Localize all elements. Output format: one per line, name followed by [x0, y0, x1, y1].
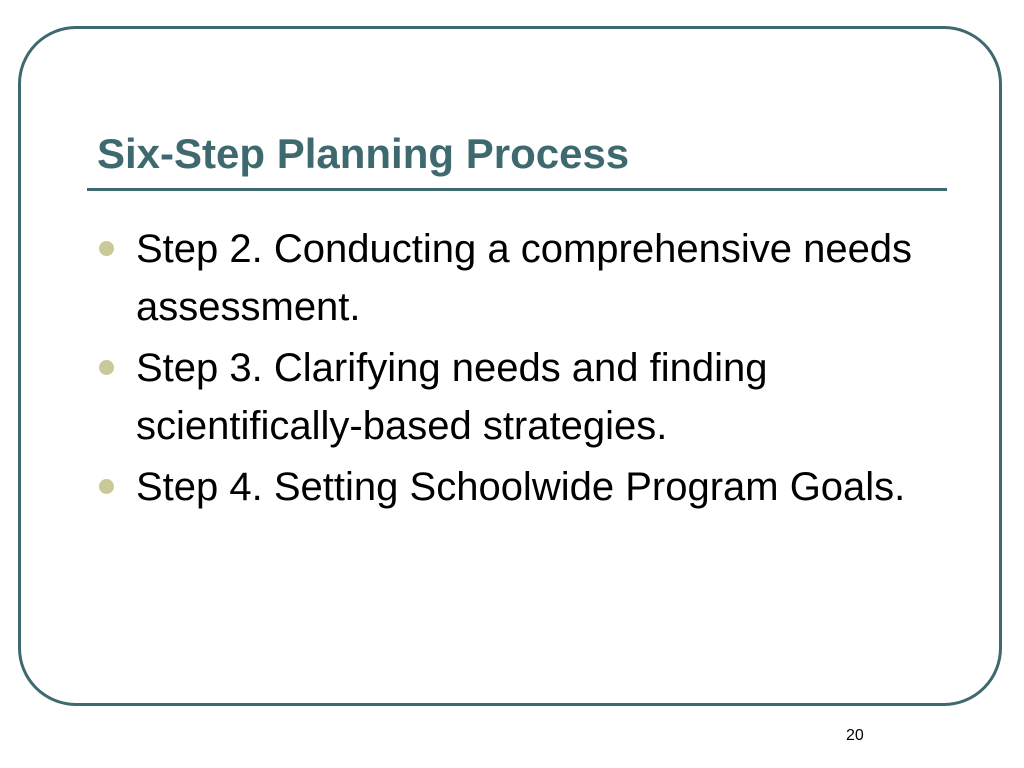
bullet-dot-icon: [99, 360, 114, 375]
bullet-dot-icon: [99, 241, 114, 256]
bullet-text: Step 3. Clarifying needs and finding scientifically-based strategies.: [136, 346, 768, 448]
bullet-dot-icon: [99, 479, 114, 494]
bullet-text: Step 4. Setting Schoolwide Program Goals.: [136, 465, 906, 509]
bullet-text: Step 2. Conducting a comprehensive needs assessment.: [136, 227, 913, 329]
title-divider: [87, 188, 947, 191]
bullet-item: [96, 220, 956, 336]
slide-title: Six-Step Planning Process: [97, 130, 630, 177]
page-number: 20: [846, 727, 864, 744]
bullet-item: [96, 339, 956, 455]
bullet-list: [96, 220, 956, 519]
bullet-item: [96, 458, 956, 516]
